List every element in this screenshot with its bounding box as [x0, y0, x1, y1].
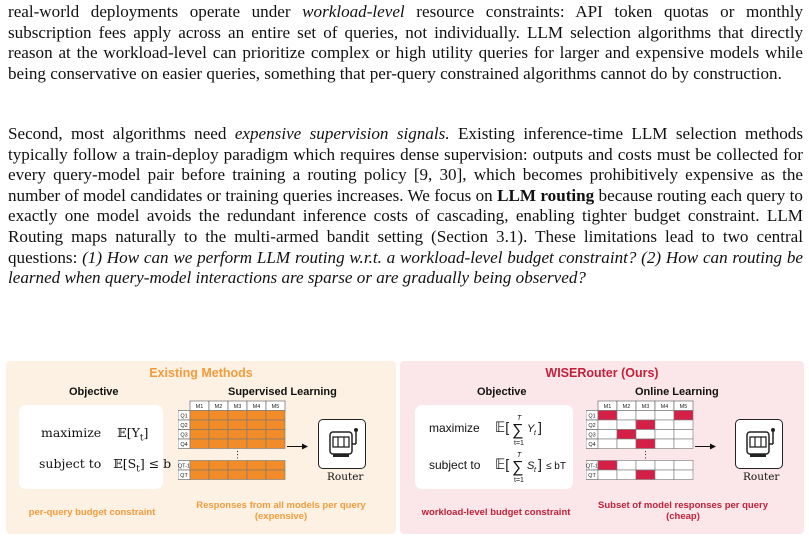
- response-cell: [636, 430, 655, 440]
- response-cell: [190, 470, 209, 480]
- left-objective-box: [19, 405, 172, 489]
- response-cell: [190, 430, 209, 440]
- per-query-budget-caption: per-query budget constraint: [28, 507, 156, 518]
- subset-responses-caption-line1: Subset of model responses per query: [598, 500, 768, 511]
- response-cell: [209, 470, 228, 480]
- right-maximize-sum-top: T: [517, 415, 522, 422]
- right-maximize-word: maximize: [429, 421, 480, 435]
- right-subject-sum-top: T: [517, 452, 522, 459]
- response-cell: [190, 461, 209, 471]
- right-subject-bracket-close: ]: [538, 456, 542, 472]
- p2-text-c: because routing each query to exactly one model avoids the redundant inference costs of cascading, enabling tighter budget constraint. LLM Routing maps naturally to the multi-armed bandit setting (Section 3.1). These limitations lead to two central questions:: [8, 185, 803, 267]
- left-objective-label: Objective: [69, 386, 119, 398]
- p2-text-a: Second, most algorithms need: [8, 124, 235, 143]
- all-responses-caption-line1: Responses from all models per query: [196, 500, 366, 511]
- response-cell: [598, 439, 617, 449]
- right-subject-bracket-open: 𝔼[: [495, 456, 510, 472]
- response-cell: [247, 411, 266, 421]
- online-learning-label: Online Learning: [635, 386, 719, 398]
- response-cell: [228, 470, 247, 480]
- paragraph-workload-constraints: [8, 2, 803, 84]
- response-cell: [674, 411, 693, 421]
- comparison-figure: [6, 361, 804, 534]
- response-cell: [247, 430, 266, 440]
- p2-italic-questions: (1) How can we perform LLM routing w.r.t. a workload-level budget constraint? (2) How can routing be learned when query-model interactions are sparse or are gradually being observed?: [8, 247, 803, 288]
- query-label-q4: Q4: [588, 442, 596, 448]
- workload-budget-caption: workload-level budget constraint: [421, 507, 571, 518]
- left-subject-word: subject to: [39, 456, 102, 471]
- right-maximize-y: Y: [527, 423, 535, 435]
- left-maximize-expr: [117, 425, 149, 444]
- right-subject-tail: ≤ bT: [546, 461, 566, 472]
- response-cell: [209, 430, 228, 440]
- query-label-q1: Q1: [588, 413, 596, 420]
- response-cell: [636, 470, 655, 480]
- p2-italic-supervision: expensive supervision signals.: [234, 124, 450, 143]
- response-cell: [655, 420, 674, 430]
- response-cell: [190, 411, 209, 421]
- response-cell: [266, 411, 285, 421]
- all-responses-caption: [186, 500, 376, 522]
- response-cell: [617, 470, 636, 480]
- model-header-m4: M4: [660, 404, 669, 410]
- response-cell: [228, 461, 247, 471]
- response-cell: [228, 430, 247, 440]
- p1-text-a: real-world deployments operate under: [8, 2, 303, 21]
- left-maximize-e: 𝔼[Y: [117, 425, 140, 440]
- existing-methods-title: Existing Methods: [149, 366, 253, 380]
- right-router-label: Router: [743, 471, 780, 483]
- response-cell: [598, 470, 617, 480]
- left-subject-sub: t: [136, 464, 140, 475]
- response-cell: [655, 439, 674, 449]
- right-objective-box: [415, 405, 573, 489]
- model-header-m1: M1: [195, 404, 204, 410]
- p2-bold-llm-routing: LLM routing: [497, 185, 595, 205]
- right-subject-sum: ∑: [512, 459, 524, 476]
- right-slot-machine-icon: [736, 420, 782, 468]
- left-subject-equation: [39, 456, 171, 475]
- response-cell: [674, 430, 693, 440]
- response-cell: [266, 439, 285, 449]
- response-cell: [655, 470, 674, 480]
- right-subject-s: S: [527, 460, 535, 472]
- supervised-response-matrix: [178, 399, 308, 489]
- response-cell: [228, 420, 247, 430]
- right-objective-label: Objective: [477, 386, 527, 398]
- query-label-q2: Q2: [180, 423, 188, 429]
- response-cell: [228, 439, 247, 449]
- response-cell: [266, 461, 285, 471]
- response-cell: [617, 411, 636, 421]
- model-header-m1: M1: [603, 404, 612, 410]
- response-cell: [190, 420, 209, 430]
- online-response-matrix: [586, 399, 716, 489]
- response-cell: [655, 430, 674, 440]
- response-cell: [617, 430, 636, 440]
- query-label-q3: Q3: [180, 432, 188, 439]
- query-label-qt-1: QT-1: [178, 463, 191, 470]
- paragraph-supervision: [8, 124, 803, 289]
- right-router: [735, 419, 783, 469]
- query-label-q1: Q1: [180, 413, 188, 420]
- response-cell: [247, 420, 266, 430]
- left-maximize-close: ]: [143, 425, 149, 440]
- query-label-q3: Q3: [588, 432, 596, 439]
- left-slot-machine-icon: [319, 420, 365, 468]
- query-label-q2: Q2: [588, 423, 596, 429]
- subset-responses-caption-line2: (cheap): [666, 511, 700, 522]
- matrix-ellipsis: ⋮: [233, 449, 242, 460]
- response-cell: [674, 439, 693, 449]
- response-cell: [674, 470, 693, 480]
- left-maximize-equation: [41, 425, 148, 444]
- response-cell: [266, 470, 285, 480]
- right-maximize-bracket-open: 𝔼[: [495, 419, 510, 435]
- left-subject-close: ] ≤ b: [139, 456, 172, 471]
- right-maximize-bracket-close: ]: [538, 419, 542, 435]
- right-maximize-sum: ∑: [512, 422, 524, 439]
- p1-italic-workload: workload-level: [302, 2, 405, 21]
- response-cell: [247, 470, 266, 480]
- left-maximize-sub: t: [139, 433, 144, 444]
- response-cell: [674, 461, 693, 471]
- right-subject-word: subject to: [429, 458, 481, 472]
- right-objective-math: [415, 405, 573, 489]
- response-cell: [598, 420, 617, 430]
- response-cell: [636, 420, 655, 430]
- model-header-m2: M2: [214, 404, 223, 410]
- right-subject-t: t: [534, 467, 536, 474]
- supervised-learning-label: Supervised Learning: [228, 386, 337, 398]
- model-header-m5: M5: [679, 404, 688, 410]
- p2-text-b: Existing inference-time LLM selection methods typically follow a train-deploy paradigm which requires dense supervision: outputs and costs must be collected for every query-model pair before training a routing policy [9, 30], which becomes prohibitively expensive as the number of model candidates or training queries increases. We focus on: [8, 124, 803, 205]
- response-cell: [266, 420, 285, 430]
- response-cell: [636, 461, 655, 471]
- response-cell: [655, 461, 674, 471]
- model-header-m3: M3: [641, 404, 650, 410]
- response-cell: [617, 439, 636, 449]
- arrow-to-router-head: [710, 444, 716, 450]
- response-cell: [617, 461, 636, 471]
- wiserouter-panel: [400, 361, 804, 534]
- response-cell: [598, 411, 617, 421]
- response-cell: [598, 461, 617, 471]
- response-cell: [674, 420, 693, 430]
- response-cell: [209, 439, 228, 449]
- response-cell: [209, 461, 228, 471]
- response-cell: [266, 430, 285, 440]
- p1-text-b: resource constraints: API token quotas or monthly subscription fees apply across an entire set of queries, not individually. LLM selection algorithms that directly reason at the workload-level can prioritize complex or high utility queries for larger and expensive models while being conservative on easier queries, something that per-query constrained algorithms cannot do by construction.: [8, 2, 803, 83]
- model-header-m3: M3: [233, 404, 242, 410]
- query-label-qt-1: QT-1: [586, 463, 599, 470]
- left-subject-expr: [113, 456, 172, 475]
- response-cell: [636, 439, 655, 449]
- left-subject-e: 𝔼[S: [113, 456, 137, 471]
- response-cell: [209, 420, 228, 430]
- matrix-ellipsis: ⋮: [641, 449, 650, 460]
- right-maximize-sum-bottom: t=1: [514, 440, 524, 447]
- existing-methods-panel: [6, 361, 396, 534]
- query-label-qt: QT: [180, 473, 188, 479]
- query-label-qt: QT: [588, 473, 596, 479]
- left-router-label: Router: [327, 471, 364, 483]
- model-header-m5: M5: [271, 404, 280, 410]
- response-cell: [247, 461, 266, 471]
- response-cell: [655, 411, 674, 421]
- model-header-m4: M4: [252, 404, 261, 410]
- all-responses-caption-line2: (expensive): [254, 511, 308, 522]
- wiserouter-title: WISERouter (Ours): [545, 366, 659, 380]
- arrow-to-router-head: [302, 444, 308, 450]
- response-cell: [228, 411, 247, 421]
- left-router: [318, 419, 366, 469]
- right-subject-sum-bottom: t=1: [514, 477, 524, 484]
- subset-responses-caption: [585, 500, 781, 522]
- response-cell: [598, 430, 617, 440]
- response-cell: [247, 439, 266, 449]
- response-cell: [617, 420, 636, 430]
- response-cell: [190, 439, 209, 449]
- response-cell: [209, 411, 228, 421]
- right-maximize-t: t: [534, 430, 536, 437]
- query-label-q4: Q4: [180, 442, 188, 448]
- model-header-m2: M2: [622, 404, 631, 410]
- response-cell: [636, 411, 655, 421]
- left-maximize-word: maximize: [41, 425, 102, 440]
